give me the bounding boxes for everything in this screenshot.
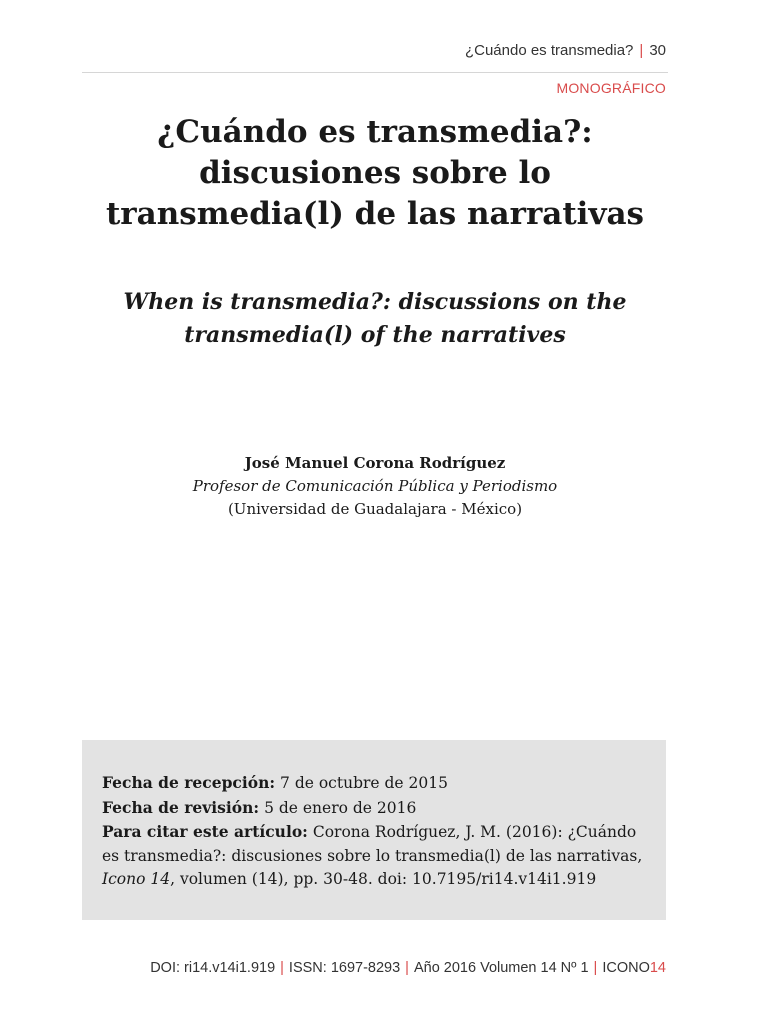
article-title-en: When is transmedia?: discussions on the transmedia(l) of the narratives — [123, 289, 627, 348]
author-role: Profesor de Comunicación Pública y Periodismo — [192, 477, 558, 495]
reception-label: Fecha de recepción: — [102, 773, 276, 792]
author-block — [82, 452, 668, 521]
page-number: 30 — [649, 42, 666, 59]
reception-line — [102, 771, 646, 796]
running-title: ¿Cuándo es transmedia? — [464, 42, 634, 59]
footer-journal-prefix: ICONO — [602, 960, 650, 976]
running-head — [465, 42, 666, 59]
article-title-es: ¿Cuándo es transmedia?: discusiones sobre lo transmedia(l) de las narrativas — [105, 114, 645, 232]
footer-separator: | — [593, 960, 598, 976]
footer-separator: | — [405, 960, 409, 976]
cite-journal: Icono 14 — [102, 870, 171, 888]
footer-separator: | — [280, 960, 284, 976]
revision-label: Fecha de revisión: — [102, 797, 260, 817]
footer-issn: ISSN: 1697-8293 — [288, 960, 401, 976]
author-name: José Manuel Corona Rodríguez — [244, 454, 506, 472]
header-rule — [82, 72, 668, 73]
footer-issue: Año 2016 Volumen 14 Nº 1 — [413, 960, 589, 976]
footer-journal-number: 14 — [649, 960, 666, 976]
header-separator: | — [639, 42, 644, 59]
footer — [150, 960, 666, 976]
citation-line — [102, 820, 646, 892]
article-info-box — [82, 740, 666, 920]
cite-text-2: , volumen (14), pp. 30-48. doi: 10.7195/ri14.v14i1.919 — [170, 870, 597, 888]
reception-value: 7 de octubre de 2015 — [280, 774, 448, 792]
cite-label: Para citar este artículo: — [102, 822, 308, 841]
footer-doi: DOI: ri14.v14i1.919 — [150, 960, 276, 976]
revision-value: 5 de enero de 2016 — [264, 798, 417, 817]
section-label: MONOGRÁFICO — [556, 80, 666, 96]
author-affiliation: (Universidad de Guadalajara - México) — [227, 500, 523, 518]
cite-text-1: Corona Rodríguez, J. M. (2016): ¿Cuándo es transmedia?: discusiones sobre lo transmedia(l) de las narrativas, — [102, 823, 643, 865]
revision-line — [102, 796, 646, 821]
